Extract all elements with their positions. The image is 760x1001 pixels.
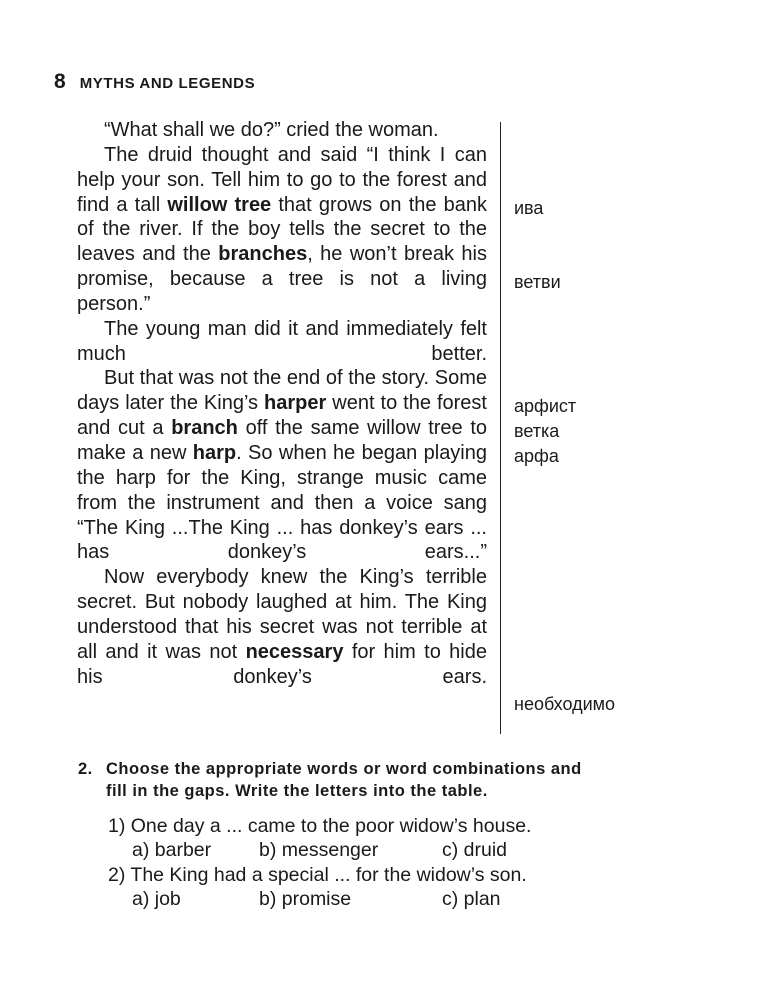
term-harp: harp <box>192 441 237 464</box>
margin-divider <box>500 122 501 734</box>
question-1: 1) One day a ... came to the poor widow’s house. <box>108 815 532 837</box>
gloss-harp: арфа <box>514 446 559 466</box>
page-number: 8 <box>54 70 66 93</box>
question-1-option-c: c) druid <box>442 839 508 861</box>
paragraph-2: The druid thought and said “I think I can help your son. Tell him to go to the forest and find a tall willow tree that grows on the bank of the river. If the boy tells the secret to the leaves and the branches, he won’t break his promise, because a tree is not a living person.” <box>77 143 487 315</box>
term-willow-tree: willow tree <box>167 193 272 216</box>
question-2: 2) The King had a special ... for the widow’s son. <box>108 864 527 886</box>
section-title: MYTHS AND LEGENDS <box>79 75 256 92</box>
story-text <box>77 118 487 689</box>
paragraph-3: The young man did it and immediately felt much better. <box>77 317 487 365</box>
task-line-2: fill in the gaps. Write the letters into the table. <box>106 782 488 800</box>
paragraph-5: Now everybody knew the King’s terrible secret. But nobody laughed at him. The King understood that his secret was not terrible at all and it was not necessary for him to hide his donkey’s ears. <box>77 566 487 688</box>
question-2-option-c: c) plan <box>442 888 501 910</box>
gloss-willow: ива <box>514 198 544 218</box>
task-line-1: 2. Choose the appropriate words or word combinations and <box>78 760 582 778</box>
gloss-harper: арфист <box>514 396 577 416</box>
term-branch: branch <box>171 417 238 440</box>
question-2-option-a: a) job <box>132 888 181 910</box>
term-harper: harper <box>264 392 327 415</box>
task-instruction <box>78 758 698 802</box>
question-1-option-b: b) messenger <box>259 839 379 861</box>
term-branches: branches <box>218 243 308 266</box>
gloss-necessary: необходимо <box>514 694 616 714</box>
paragraph-1: “What shall we do?” cried the woman. <box>104 119 439 141</box>
term-necessary: necessary <box>245 640 344 663</box>
question-1-option-a: a) barber <box>132 839 212 861</box>
question-2-option-b: b) promise <box>259 888 352 910</box>
gloss-branch: ветка <box>514 421 560 441</box>
gloss-branches: ветви <box>514 272 561 292</box>
paragraph-4: But that was not the end of the story. Some days later the King’s harper went to the forest and cut a branch off the same willow tree to make a new harp. So when he began playing the harp for the King, strange music came from the instrument and then a voice sang “The King ...The King ... has donkey’s ears ... has donkey’s ears...” <box>77 367 488 564</box>
page-header <box>54 70 255 94</box>
task-number: 2. <box>78 760 93 778</box>
